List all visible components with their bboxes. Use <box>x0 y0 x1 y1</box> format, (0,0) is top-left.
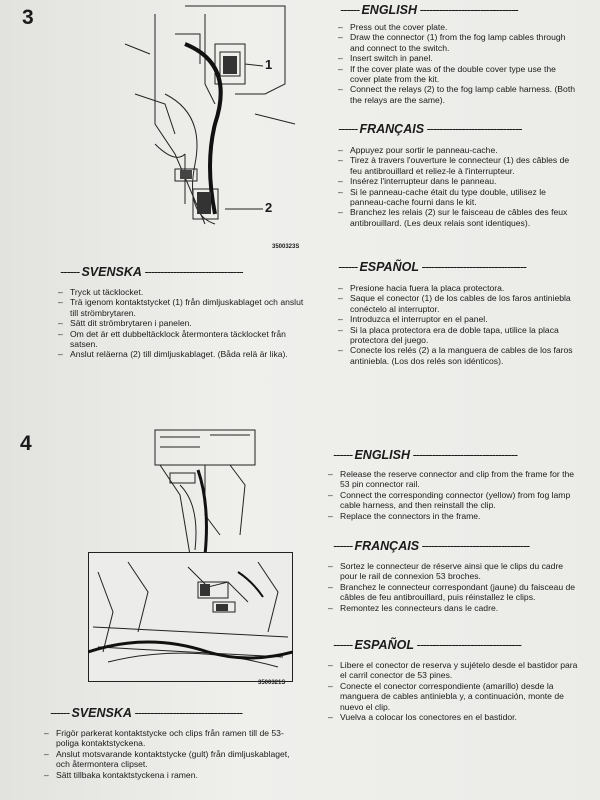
list-item: – Trä igenom kontaktstycket (1) från dimljuskablaget och anslut till strömbrytaren. <box>58 297 308 318</box>
step-4-espanol-list <box>328 660 578 722</box>
step-4-svenska-list <box>44 728 294 780</box>
step-4-english-heading: ------ ENGLISH --------------------------------- <box>333 448 517 462</box>
step-3-espanol-list <box>338 283 578 366</box>
list-item: – Branchez le connecteur correspondant (jaune) du faisceau de câbles de feu antibrouillard, puis réinstallez le clips. <box>328 582 578 603</box>
list-item: – Om det är ett dubbeltäcklock återmontera täcklocket från satsen. <box>58 329 308 350</box>
callout-2: 2 <box>265 200 273 215</box>
step-3-francais-list <box>338 145 578 228</box>
step-4-english-list <box>328 469 578 521</box>
list-item: – Draw the connector (1) from the fog lamp cables through and connect to the switch. <box>338 32 578 53</box>
step-3-illustration <box>115 4 300 252</box>
list-item: – Sortez le connecteur de réserve ainsi que le clips du cadre pour le rail de connexion 53 broches. <box>328 561 578 582</box>
list-item: – If the cover plate was of the double cover type use the cover plate from the kit. <box>338 64 578 85</box>
callout-1: 1 <box>265 57 273 72</box>
list-item: – Connect the corresponding connector (yellow) from fog lamp cable harness, and then reinstall the clip. <box>328 490 578 511</box>
step-4-top-illustration <box>150 425 260 560</box>
step-3-illustration-code: 3500323S <box>272 244 300 250</box>
list-item: – Presione hacia fuera la placa protectora. <box>338 283 578 293</box>
list-item: – Insérez l'interrupteur dans le panneau. <box>338 176 578 186</box>
list-item: – Branchez les relais (2) sur le faisceau de câbles des feux antibrouillard. (Les deux relais sont identiques). <box>338 207 578 228</box>
step-4-francais-list <box>328 561 578 613</box>
list-item: – Anslut reläerna (2) till dimljuskablaget. (Båda relä är lika). <box>58 349 308 359</box>
list-item: – Insert switch in panel. <box>338 53 578 63</box>
step-4-svenska-heading: ------ SVENSKA ---------------------------------- <box>50 706 242 720</box>
list-item: – Conecte los relés (2) a la manguera de cables de los faros antiniebla. (Los dos relés son idénticos). <box>338 345 578 366</box>
list-item: – Si le panneau-cache était du type double, utilisez le panneau-cache fourni dans le kit. <box>338 187 578 208</box>
step-3-francais-heading: ------ FRANÇAIS ------------------------------ <box>338 122 522 136</box>
step-3-number: 3 <box>22 6 34 29</box>
list-item: – Press out the cover plate. <box>338 22 578 32</box>
list-item: – Tryck ut täcklocket. <box>58 287 308 297</box>
step-3-espanol-heading: ------ ESPAÑOL --------------------------------- <box>338 260 526 274</box>
list-item: – Introduzca el interruptor en el panel. <box>338 314 578 324</box>
step-4-detail-illustration <box>88 552 293 682</box>
step-3-english-list <box>338 22 578 105</box>
step-3-english-heading: ------ ENGLISH ------------------------------- <box>340 3 518 17</box>
list-item: – Anslut motsvarande kontaktstycke (gult) från dimljuskablaget, och återmontera clipset. <box>44 749 294 770</box>
step-3-svenska-list <box>58 287 308 360</box>
step-4-number: 4 <box>20 432 32 455</box>
list-item: – Appuyez pour sortir le panneau-cache. <box>338 145 578 155</box>
list-item: – Replace the connectors in the frame. <box>328 511 578 521</box>
step-4-illustration-code: 3500321S <box>258 680 286 686</box>
list-item: – Libere el conector de reserva y sujételo desde el bastidor para el carril conector de 53 pines. <box>328 660 578 681</box>
list-item: – Saque el conector (1) de los cables de los faros antiniebla conéctelo al interruptor. <box>338 293 578 314</box>
list-item: – Sätt dit strömbrytaren i panelen. <box>58 318 308 328</box>
list-item: – Si la placa protectora era de doble tapa, utilice la placa protectora del juego. <box>338 325 578 346</box>
list-item: – Conecte el conector correspondiente (amarillo) desde la manguera de cables antiniebla y, a continuación, monte de nuevo el clip. <box>328 681 578 712</box>
list-item: – Tirez à travers l'ouverture le connecteur (1) des câbles de feu antibrouillard et reliez-le à l'interrupteur. <box>338 155 578 176</box>
list-item: – Remontez les connecteurs dans le cadre. <box>328 603 578 613</box>
step-3-svenska-heading: ------ SVENSKA ------------------------------- <box>60 265 243 279</box>
step-4-espanol-heading: ------ ESPAÑOL --------------------------------- <box>333 638 521 652</box>
list-item: – Release the reserve connector and clip from the frame for the 53 pin connector rail. <box>328 469 578 490</box>
list-item: – Connect the relays (2) to the fog lamp cable harness. (Both the relays are the same). <box>338 84 578 105</box>
list-item: – Frigör parkerat kontaktstycke och clips från ramen till de 53-poliga kontaktstyckena. <box>44 728 294 749</box>
list-item: – Vuelva a colocar los conectores en el bastidor. <box>328 712 578 722</box>
list-item: – Sätt tillbaka kontaktstyckena i ramen. <box>44 770 294 780</box>
step-4-francais-heading: ------ FRANÇAIS ---------------------------------- <box>333 539 530 553</box>
